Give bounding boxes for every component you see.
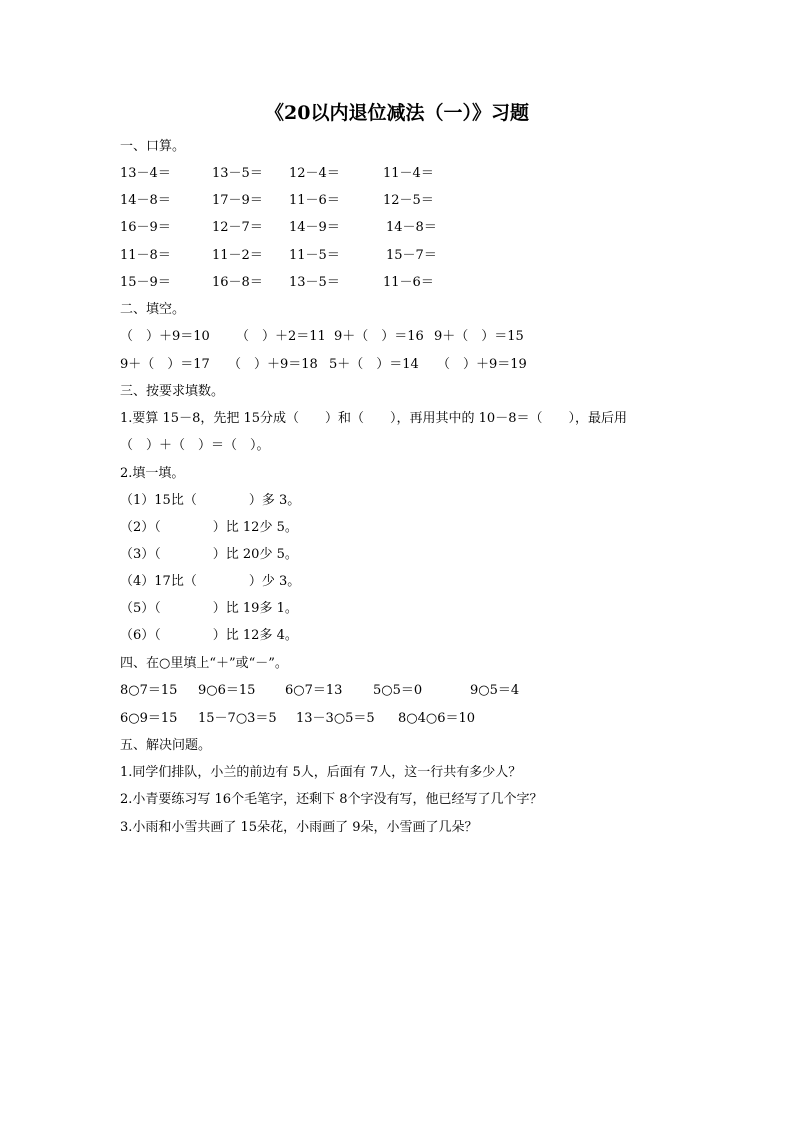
oral-calc-item: 17－9＝ [212,193,263,208]
oral-calc-item: 11－5＝ [289,248,340,263]
oral-calc-item: 11－6＝ [289,193,340,208]
word-problem: 1.同学们排队，小兰的前边有 5人，后面有 7人，这一行共有多少人？ [120,765,522,780]
oral-calc-item: 13－4＝ [120,166,171,181]
section2-heading: 二、填空。 [120,302,186,317]
compare-item: （4）17比（ ）少 3。 [120,574,301,589]
section5-heading: 五、解决问题。 [120,738,212,753]
section1-heading: 一、口算。 [120,139,186,154]
fill-blank-item: （ ）＋2＝11 [236,329,326,344]
oral-calc-item: 12－7＝ [212,220,263,235]
section3-heading: 三、按要求填数。 [120,384,225,399]
operator-item: 13－3○5＝5 [296,711,375,726]
operator-item: 15－7○3＝5 [198,711,277,726]
compare-item: （5）（ ）比 19多 1。 [120,601,298,616]
question-1-line-2: （ ）＋（ ）＝（ ）。 [120,438,270,453]
compare-item: （3）（ ）比 20少 5。 [120,547,298,562]
operator-item: 5○5＝0 [373,683,423,698]
page-title: 《20以内退位减法（一）》习题 [265,102,529,124]
oral-calc-item: 11－4＝ [383,166,434,181]
operator-item: 8○4○6＝10 [398,711,476,726]
fill-blank-item: 9＋（ ）＝16 [334,329,424,344]
oral-calc-item: 16－8＝ [212,275,263,290]
oral-calc-item: 14－9＝ [289,220,340,235]
section4-heading: 四、在○里填上“＋”或“－”。 [120,656,288,671]
oral-calc-item: 13－5＝ [289,275,340,290]
oral-calc-item: 14－8＝ [386,220,437,235]
operator-item: 8○7＝15 [120,683,178,698]
oral-calc-item: 15－7＝ [386,248,437,263]
operator-item: 9○6＝15 [198,683,256,698]
oral-calc-item: 16－9＝ [120,220,171,235]
oral-calc-item: 14－8＝ [120,193,171,208]
fill-blank-item: 9＋（ ）＝17 [120,357,210,372]
fill-blank-item: （ ）＋9＝10 [120,329,210,344]
word-problem: 3.小雨和小雪共画了 15朵花，小雨画了 9朵，小雪画了几朵？ [120,820,478,835]
operator-item: 9○5＝4 [470,683,520,698]
fill-blank-item: 9＋（ ）＝15 [434,329,524,344]
compare-item: （2）（ ）比 12少 5。 [120,520,298,535]
compare-item: （1）15比（ ）多 3。 [120,493,301,508]
fill-blank-item: （ ）＋9＝18 [228,357,318,372]
fill-blank-item: 5＋（ ）＝14 [329,357,419,372]
oral-calc-item: 11－6＝ [383,275,434,290]
oral-calc-item: 15－9＝ [120,275,171,290]
compare-item: （6）（ ）比 12多 4。 [120,628,298,643]
oral-calc-item: 11－2＝ [212,248,263,263]
oral-calc-item: 12－5＝ [383,193,434,208]
oral-calc-item: 11－8＝ [120,248,171,263]
word-problem: 2.小青要练习写 16个毛笔字，还剩下 8个字没有写，他已经写了几个字？ [120,792,543,807]
oral-calc-item: 13－5＝ [212,166,263,181]
question-1-line-1: 1.要算 15－8，先把 15分成（ ）和（ ），再用其中的 10－8＝（ ），最后用 [120,411,627,426]
operator-item: 6○9＝15 [120,711,178,726]
oral-calc-item: 12－4＝ [289,166,340,181]
operator-item: 6○7＝13 [285,683,343,698]
question-2-heading: 2.填一填。 [120,466,185,481]
fill-blank-item: （ ）＋9＝19 [437,357,527,372]
